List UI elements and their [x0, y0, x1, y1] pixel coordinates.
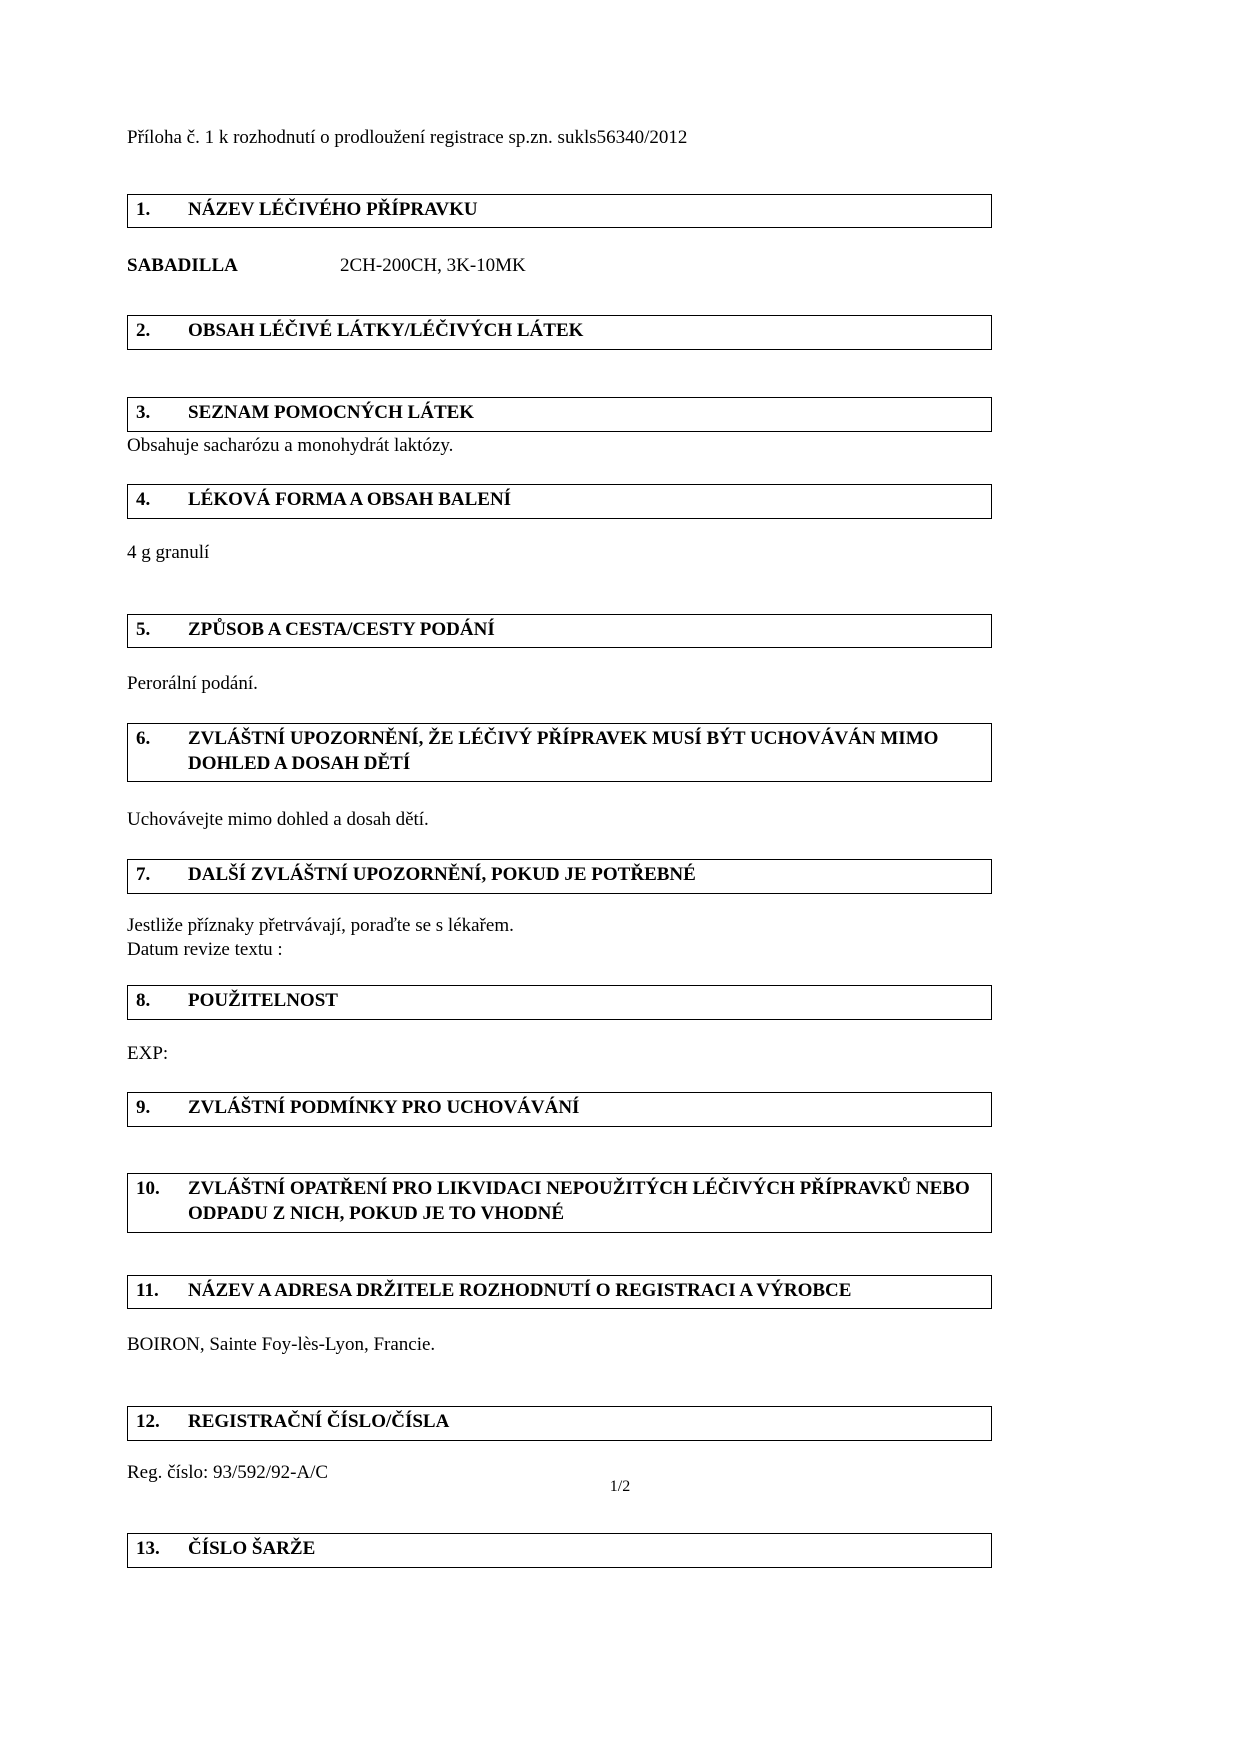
section-7-header [127, 859, 992, 894]
section-3-number: 3. [136, 401, 151, 423]
section-5-title: ZPŮSOB A CESTA/CESTY PODÁNÍ [188, 618, 495, 640]
section-13-number: 13. [136, 1538, 160, 1560]
section-7-body-line1: Jestliže příznaky přetrvávají, poraďte se s lékařem. [127, 914, 514, 936]
section-8-title: POUŽITELNOST [188, 990, 338, 1012]
section-13-header [127, 1533, 992, 1568]
section-8-header [127, 985, 992, 1020]
section-1-title: NÁZEV LÉČIVÉHO PŘÍPRAVKU [188, 198, 478, 220]
section-8-number: 8. [136, 990, 151, 1012]
section-9-title: ZVLÁŠTNÍ PODMÍNKY PRO UCHOVÁVÁNÍ [188, 1097, 580, 1119]
section-3-title: SEZNAM POMOCNÝCH LÁTEK [188, 401, 475, 423]
section-10-title: ZVLÁŠTNÍ OPATŘENÍ PRO LIKVIDACI NEPOUŽITÝCH LÉČIVÝCH PŘÍPRAVKŮ NEBO ODPADU Z NICH, POKUD JE TO VHODNÉ [188, 1178, 970, 1224]
section-4-title: LÉKOVÁ FORMA A OBSAH BALENÍ [188, 489, 512, 511]
section-6-number: 6. [136, 727, 151, 749]
section-7-body-line2: Datum revize textu : [127, 939, 283, 961]
section-9-header [127, 1092, 992, 1127]
section-4-body: 4 g granulí [127, 541, 210, 563]
section-12-title: REGISTRAČNÍ ČÍSLO/ČÍSLA [188, 1410, 450, 1432]
product-name: SABADILLA [127, 255, 238, 277]
section-5-body: Perorální podání. [127, 673, 258, 695]
section-2-header [127, 315, 992, 350]
section-12-header [127, 1406, 992, 1441]
section-1-header [127, 194, 992, 229]
page-number: 1/2 [609, 1478, 631, 1495]
section-4-header [127, 484, 992, 519]
section-2-title: OBSAH LÉČIVÉ LÁTKY/LÉČIVÝCH LÁTEK [188, 320, 584, 342]
section-6-body: Uchovávejte mimo dohled a dosah dětí. [127, 809, 429, 831]
section-13-title: ČÍSLO ŠARŽE [188, 1538, 316, 1560]
section-11-body: BOIRON, Sainte Foy-lès-Lyon, Francie. [127, 1334, 436, 1356]
section-5-header [127, 614, 992, 649]
section-11-title: NÁZEV A ADRESA DRŽITELE ROZHODNUTÍ O REGISTRACI A VÝROBCE [188, 1279, 852, 1301]
section-9-number: 9. [136, 1097, 151, 1119]
section-12-number: 12. [136, 1410, 160, 1432]
section-6-header [127, 723, 992, 782]
section-12-body: Reg. číslo: 93/592/92-A/C [127, 1461, 329, 1483]
section-1-number: 1. [136, 198, 151, 220]
section-2-number: 2. [136, 320, 151, 342]
section-3-body: Obsahuje sacharózu a monohydrát laktózy. [127, 434, 454, 456]
document-content [127, 0, 992, 1568]
annex-note: Příloha č. 1 k rozhodnutí o prodloužení registrace sp.zn. sukls56340/2012 [127, 127, 688, 148]
section-3-header [127, 397, 992, 432]
section-4-number: 4. [136, 489, 151, 511]
section-6-title: ZVLÁŠTNÍ UPOZORNĚNÍ, ŽE LÉČIVÝ PŘÍPRAVEK MUSÍ BÝT UCHOVÁVÁN MIMO DOHLED A DOSAH DĚTÍ [188, 727, 939, 774]
section-5-number: 5. [136, 618, 151, 640]
section-7-title: DALŠÍ ZVLÁŠTNÍ UPOZORNĚNÍ, POKUD JE POTŘEBNÉ [188, 864, 696, 885]
product-dilutions: 2CH-200CH, 3K-10MK [340, 255, 526, 277]
section-7-number: 7. [136, 864, 151, 885]
section-8-body: EXP: [127, 1042, 169, 1064]
product-line [127, 254, 992, 279]
section-10-header [127, 1173, 992, 1232]
section-11-header [127, 1275, 992, 1310]
section-10-number: 10. [136, 1178, 160, 1200]
section-11-number: 11. [136, 1279, 159, 1301]
